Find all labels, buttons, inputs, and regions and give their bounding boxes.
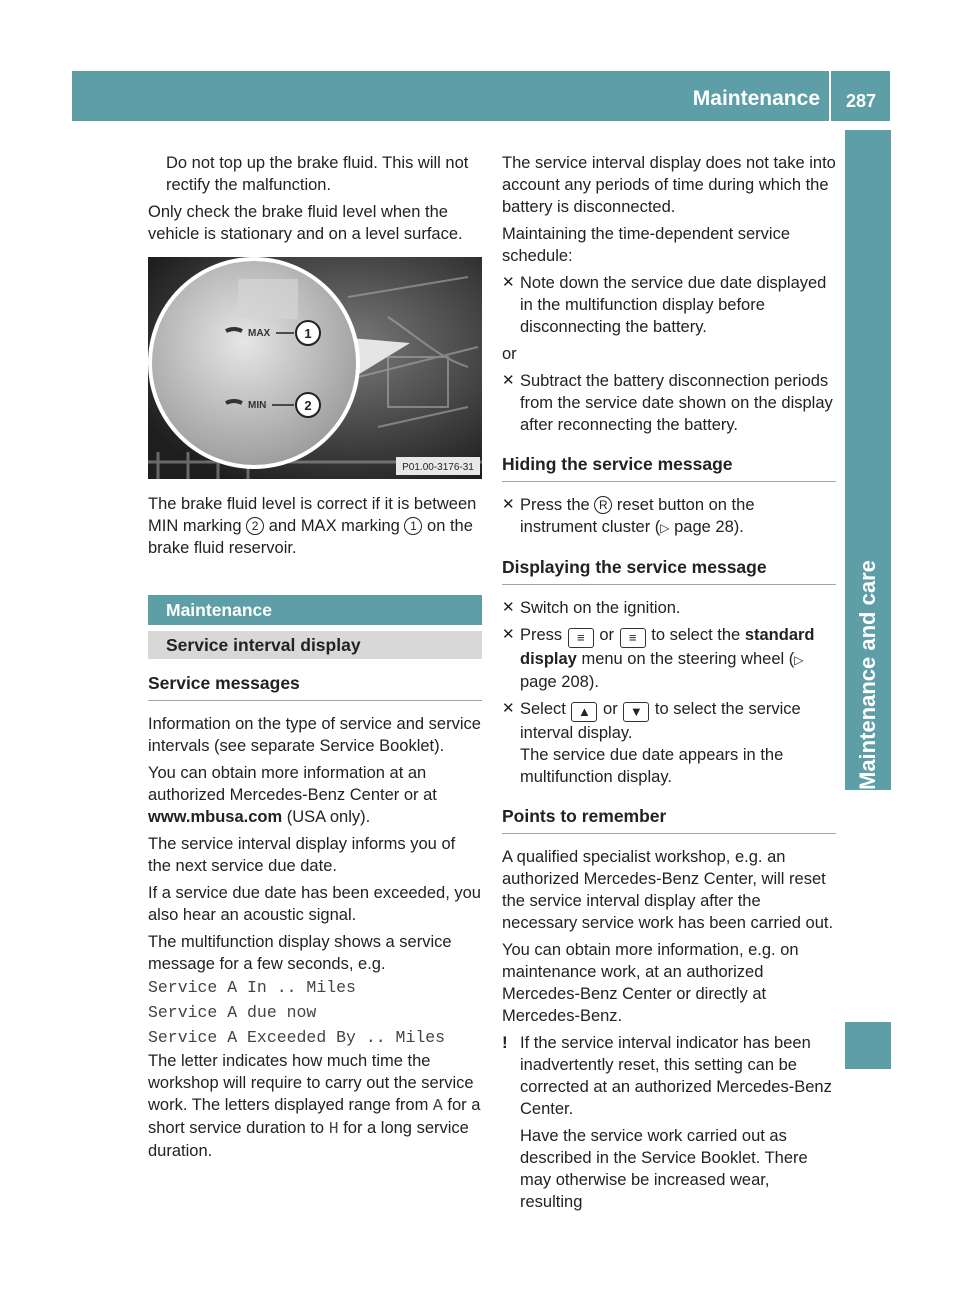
- note-text: Have the service work carried out as described in the Service Booklet. There may otherwise be increased wear, resulting: [520, 1127, 808, 1211]
- side-chapter-label: Maintenance and care: [855, 560, 880, 790]
- instruction-step: [502, 698, 836, 788]
- step-text: page 208).: [520, 673, 599, 691]
- instruction-step: [502, 272, 836, 338]
- header-divider: [829, 71, 831, 121]
- step-text: Subtract the battery disconnection periods from the service date shown on the display after reconnecting the battery.: [520, 372, 833, 434]
- instruction-step: [502, 597, 836, 619]
- instruction-step: [502, 624, 836, 693]
- brake-fluid-reservoir-figure: [148, 257, 482, 479]
- text-span: for a short service duration to: [148, 1096, 481, 1137]
- up-arrow-key-icon: ▲: [571, 702, 597, 722]
- step-text: to select the service interval display.: [520, 700, 801, 742]
- text-span: You can obtain more information at an authorized Mercedes-Benz Center or at: [148, 764, 437, 804]
- marker-1-icon: 1: [304, 326, 312, 341]
- figure-code: P01.00-3176-31: [402, 462, 474, 473]
- down-arrow-key-icon: ▼: [623, 702, 649, 722]
- step-text: page 28).: [674, 518, 744, 536]
- step-text: Select: [520, 700, 566, 718]
- paragraph: Only check the brake fluid level when the vehicle is stationary and on a level surface.: [148, 203, 463, 243]
- heading-hiding-service-message: Hiding the service message: [502, 446, 836, 482]
- step-arrow-icon: ✕: [502, 274, 515, 291]
- step-arrow-icon: ✕: [502, 599, 515, 616]
- page-number: 287: [845, 91, 877, 111]
- paragraph: A qualified specialist workshop, e.g. an authorized Mercedes-Benz Center, will reset the service interval display after the necessary service work has been carried out.: [502, 848, 834, 932]
- paragraph: [148, 762, 482, 828]
- paragraph: [148, 1050, 482, 1162]
- display-forward-key-icon: ≡: [620, 628, 646, 648]
- service-letter-a: A: [432, 1096, 443, 1115]
- display-message-example: Service A Exceeded By .. Miles: [148, 1028, 446, 1047]
- paragraph: [148, 493, 482, 559]
- display-message-example: Service A due now: [148, 1003, 317, 1022]
- step-text: Press: [520, 626, 563, 644]
- paragraph: The multifunction display shows a service message for a few seconds, e.g.: [148, 933, 452, 973]
- heading-points-to-remember: Points to remember: [502, 798, 836, 834]
- max-marking-label: MAX: [248, 328, 271, 339]
- paragraph: or: [502, 345, 517, 363]
- warning-icon: !: [502, 1033, 508, 1052]
- service-letter-h: H: [328, 1119, 339, 1138]
- min-marking-label: MIN: [248, 400, 267, 411]
- step-text: Switch on the ignition.: [520, 599, 681, 617]
- text-span: (USA only).: [286, 808, 371, 826]
- step-text: reset button on the instrument cluster (: [520, 496, 755, 536]
- paragraph: Information on the type of service and service intervals (see separate Service Booklet).: [148, 715, 481, 755]
- reset-button-icon: R: [594, 496, 612, 514]
- marker-2-icon: 2: [304, 398, 312, 413]
- paragraph: Maintaining the time-dependent service schedule:: [502, 225, 791, 265]
- display-back-key-icon: ≡: [568, 628, 594, 648]
- step-arrow-icon: ✕: [502, 700, 515, 717]
- step-text: Press the: [520, 496, 590, 514]
- marker-2-icon: 2: [246, 517, 264, 535]
- heading-service-messages: Service messages: [148, 665, 482, 701]
- step-text: or: [603, 700, 618, 718]
- step-arrow-icon: ✕: [502, 372, 515, 389]
- page-section-title: Maintenance: [692, 87, 820, 110]
- page-ref-arrow-icon: ▷: [660, 521, 670, 535]
- text-span: and MAX marking: [268, 517, 400, 535]
- step-arrow-icon: ✕: [502, 626, 515, 643]
- paragraph: The service interval display informs you of the next service due date.: [148, 835, 456, 875]
- page-ref-arrow-icon: ▷: [794, 653, 804, 667]
- side-tab-marker: [845, 1022, 891, 1069]
- display-message-example: Service A In .. Miles: [148, 978, 356, 997]
- step-arrow-icon: ✕: [502, 496, 515, 513]
- paragraph: Do not top up the brake fluid. This will not rectify the malfunction.: [166, 154, 469, 194]
- note-text: If the service interval indicator has been inadvertently reset, this setting can be corrected at an authorized Mercedes-Benz Center.: [520, 1034, 832, 1118]
- instruction-step: [502, 370, 836, 436]
- right-column: [502, 152, 836, 1218]
- heading-displaying-service-message: Displaying the service message: [502, 549, 836, 585]
- step-text: Note down the service due date displayed in the multifunction display before disconnecting the battery.: [520, 274, 827, 336]
- instruction-step: [502, 494, 836, 539]
- section-band-maintenance: Maintenance: [148, 595, 482, 625]
- step-text: menu on the steering wheel (: [581, 650, 795, 668]
- step-text-bold: standard display: [520, 626, 815, 668]
- paragraph: The service interval display does not take into account any periods of time during which the battery is disconnected.: [502, 154, 836, 216]
- step-text: to select the: [651, 626, 741, 644]
- left-column: [148, 152, 482, 1167]
- paragraph: You can obtain more information, e.g. on maintenance work, at an authorized Mercedes-Benz Center or directly at Mercedes-Benz.: [502, 941, 799, 1025]
- text-span: The letter indicates how much time the workshop will require to carry out the service work. The letters displayed range from: [148, 1052, 474, 1114]
- engine-bay-illustration: [148, 257, 482, 479]
- text-span: on the brake fluid reservoir.: [148, 517, 473, 557]
- step-result-text: The service due date appears in the multifunction display.: [520, 746, 784, 786]
- warning-note: [502, 1032, 836, 1213]
- website-link[interactable]: www.mbusa.com: [148, 808, 283, 826]
- marker-1-icon: 1: [404, 517, 422, 535]
- paragraph: If a service due date has been exceeded, you also hear an acoustic signal.: [148, 884, 481, 924]
- text-span: for a long service duration.: [148, 1119, 469, 1160]
- subsection-band-service-interval: Service interval display: [148, 631, 482, 659]
- text-span: The brake fluid level is correct if it is between MIN marking: [148, 495, 477, 535]
- step-text: or: [599, 626, 615, 644]
